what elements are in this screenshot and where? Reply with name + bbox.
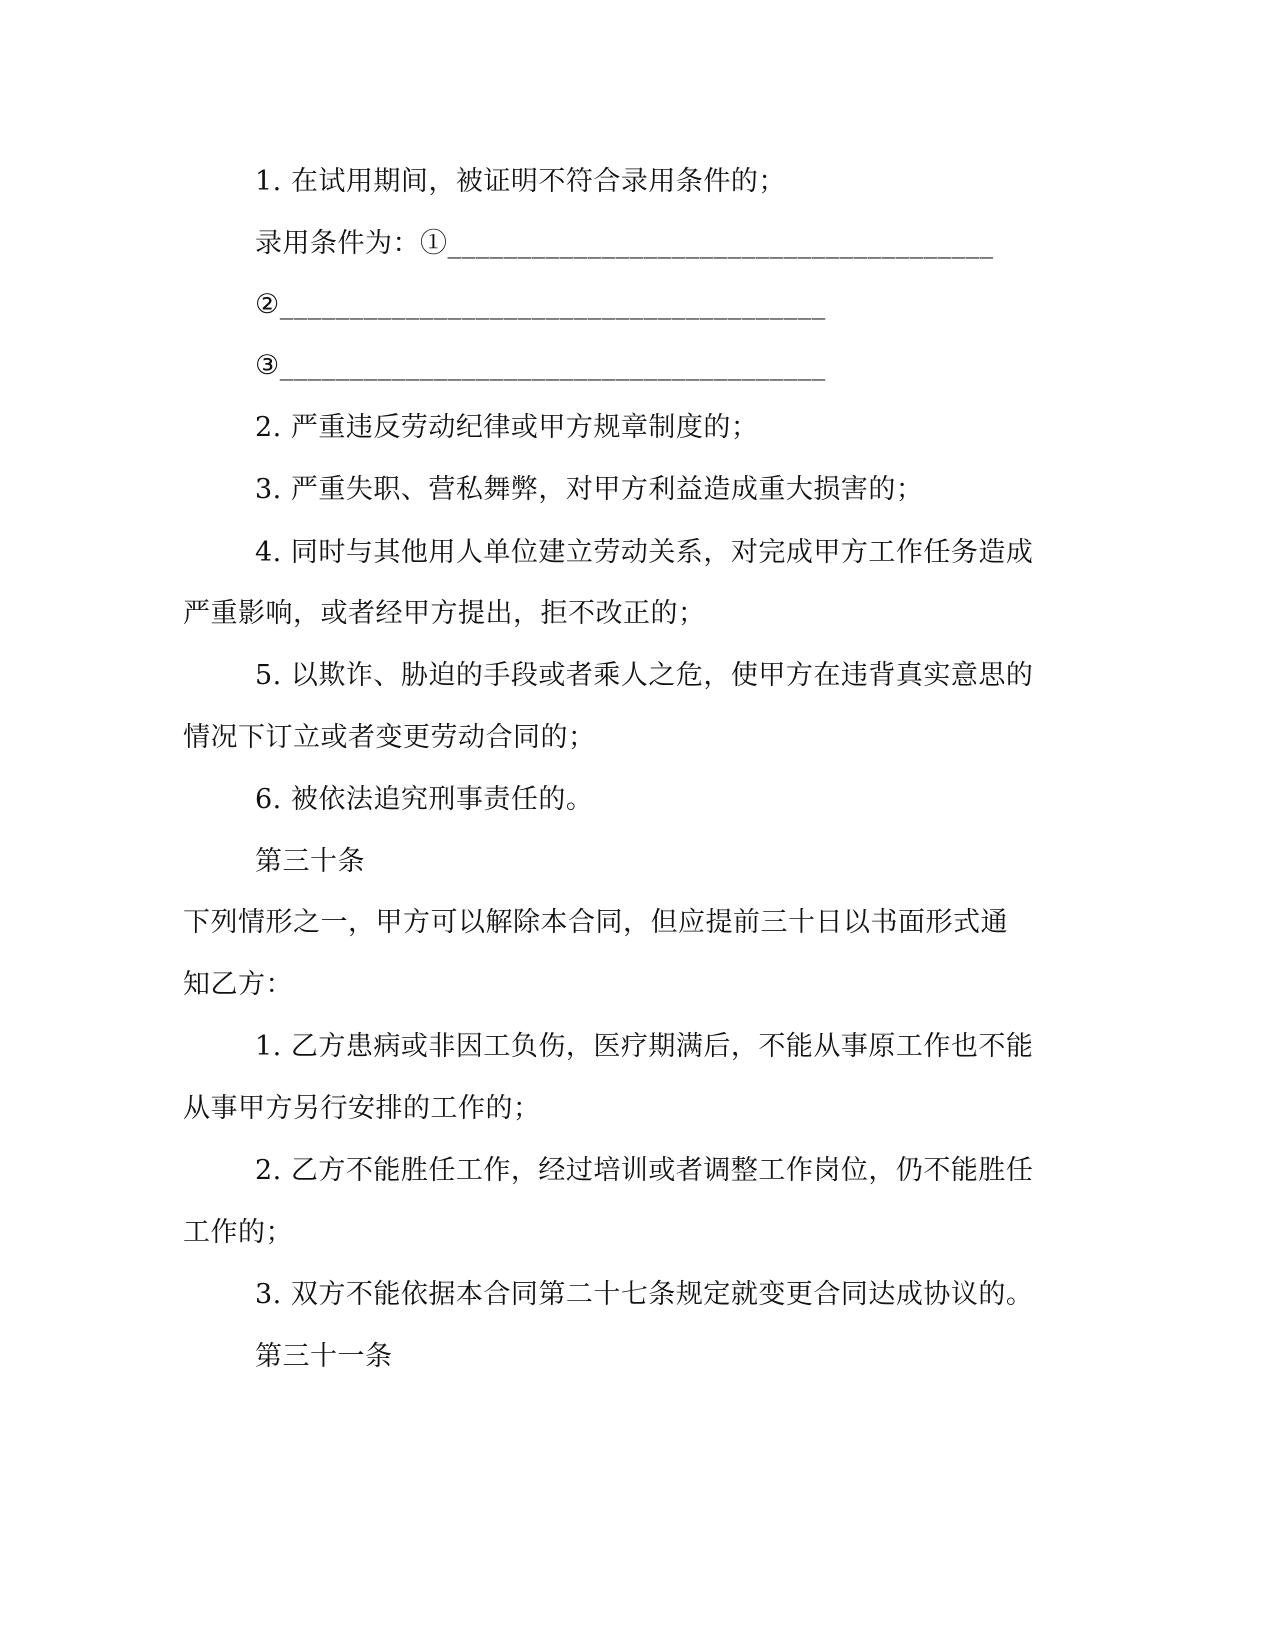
text-line: 录用条件为：①_______________________________________ — [255, 228, 994, 259]
text-line: 3. 严重失职、营私舞弊，对甲方利益造成重大损害的； — [255, 474, 924, 505]
text-line: 从事甲方另行安排的工作的； — [183, 1093, 541, 1124]
section-heading: 第三十一条 — [255, 1341, 393, 1372]
text-line: 1. 在试用期间，被证明不符合录用条件的； — [255, 166, 786, 197]
text-line: 知乙方： — [183, 969, 293, 1000]
text-line: ③_______________________________________ — [255, 350, 826, 381]
text-line: 工作的； — [183, 1217, 293, 1248]
text-line: 下列情形之一，甲方可以解除本合同，但应提前三十日以书面形式通 — [183, 907, 1008, 938]
text-line: 4. 同时与其他用人单位建立劳动关系，对完成甲方工作任务造成 — [255, 537, 1034, 568]
text-line: 2. 严重违反劳动纪律或甲方规章制度的； — [255, 412, 759, 443]
text-line: 6. 被依法追究刑事责任的。 — [255, 784, 594, 815]
text-line: 严重影响，或者经甲方提出，拒不改正的； — [183, 598, 706, 629]
text-line: ②_______________________________________ — [255, 289, 826, 320]
text-line: 5. 以欺诈、胁迫的手段或者乘人之危，使甲方在违背真实意思的 — [255, 660, 1034, 691]
text-line: 1. 乙方患病或非因工负伤，医疗期满后，不能从事原工作也不能 — [255, 1031, 1034, 1062]
text-line: 情况下订立或者变更劳动合同的； — [183, 722, 596, 753]
text-line: 2. 乙方不能胜任工作，经过培训或者调整工作岗位，仍不能胜任 — [255, 1155, 1034, 1186]
text-line: 3. 双方不能依据本合同第二十七条规定就变更合同达成协议的。 — [255, 1279, 1034, 1310]
section-heading: 第三十条 — [255, 846, 365, 877]
